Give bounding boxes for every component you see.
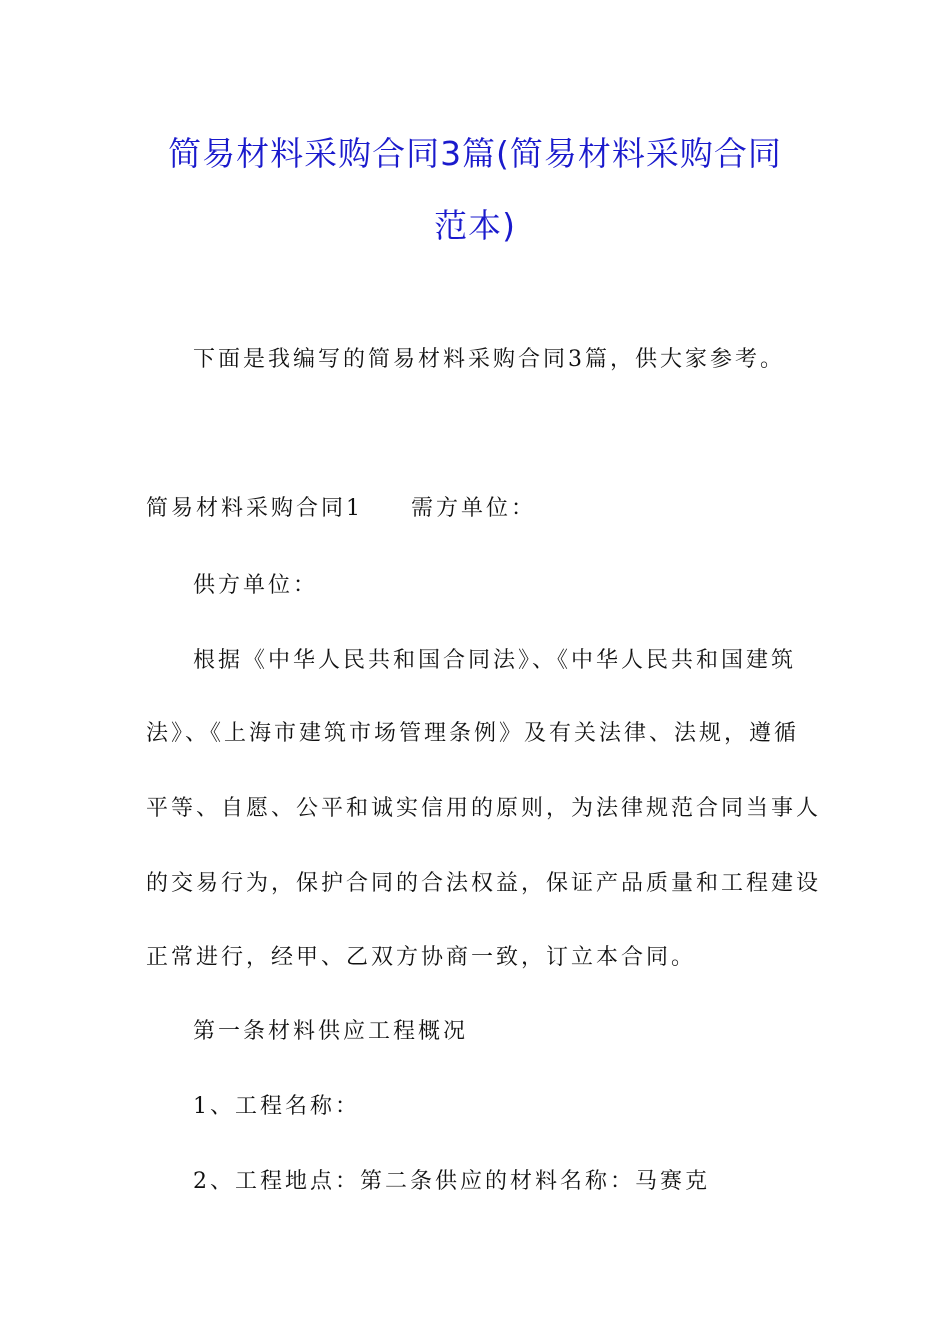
paragraph-line: 的交易行为，保护合同的合法权益，保证产品质量和工程建设: [146, 871, 822, 896]
article-1-title: 第一条材料供应工程概况: [193, 1019, 469, 1044]
intro-text: 下面是我编写的简易材料采购合同3篇，供大家参考。: [193, 347, 785, 372]
contract-heading: [146, 494, 536, 524]
document-title-line-1: 简易材料采购合同3篇(简易材料采购合同: [168, 134, 782, 173]
contract-name: 简易材料采购合同1: [146, 496, 363, 521]
document-title-line-2: 范本): [434, 206, 516, 245]
demand-unit-label: 需方单位：: [411, 496, 537, 521]
list-item-1: 1、工程名称：: [193, 1094, 360, 1119]
paragraph-line: 平等、自愿、公平和诚实信用的原则，为法律规范合同当事人: [146, 796, 822, 821]
paragraph-line: 正常进行，经甲、乙双方协商一致，订立本合同。: [146, 945, 697, 970]
paragraph-line: 法》、《上海市建筑市场管理条例》及有关法律、法规，遵循: [146, 721, 800, 746]
supply-unit-label: 供方单位：: [193, 573, 319, 598]
paragraph-line: 根据《中华人民共和国合同法》、《中华人民共和国建筑: [193, 648, 797, 673]
list-item-2: 2、工程地点：第二条供应的材料名称：马赛克: [193, 1169, 710, 1194]
